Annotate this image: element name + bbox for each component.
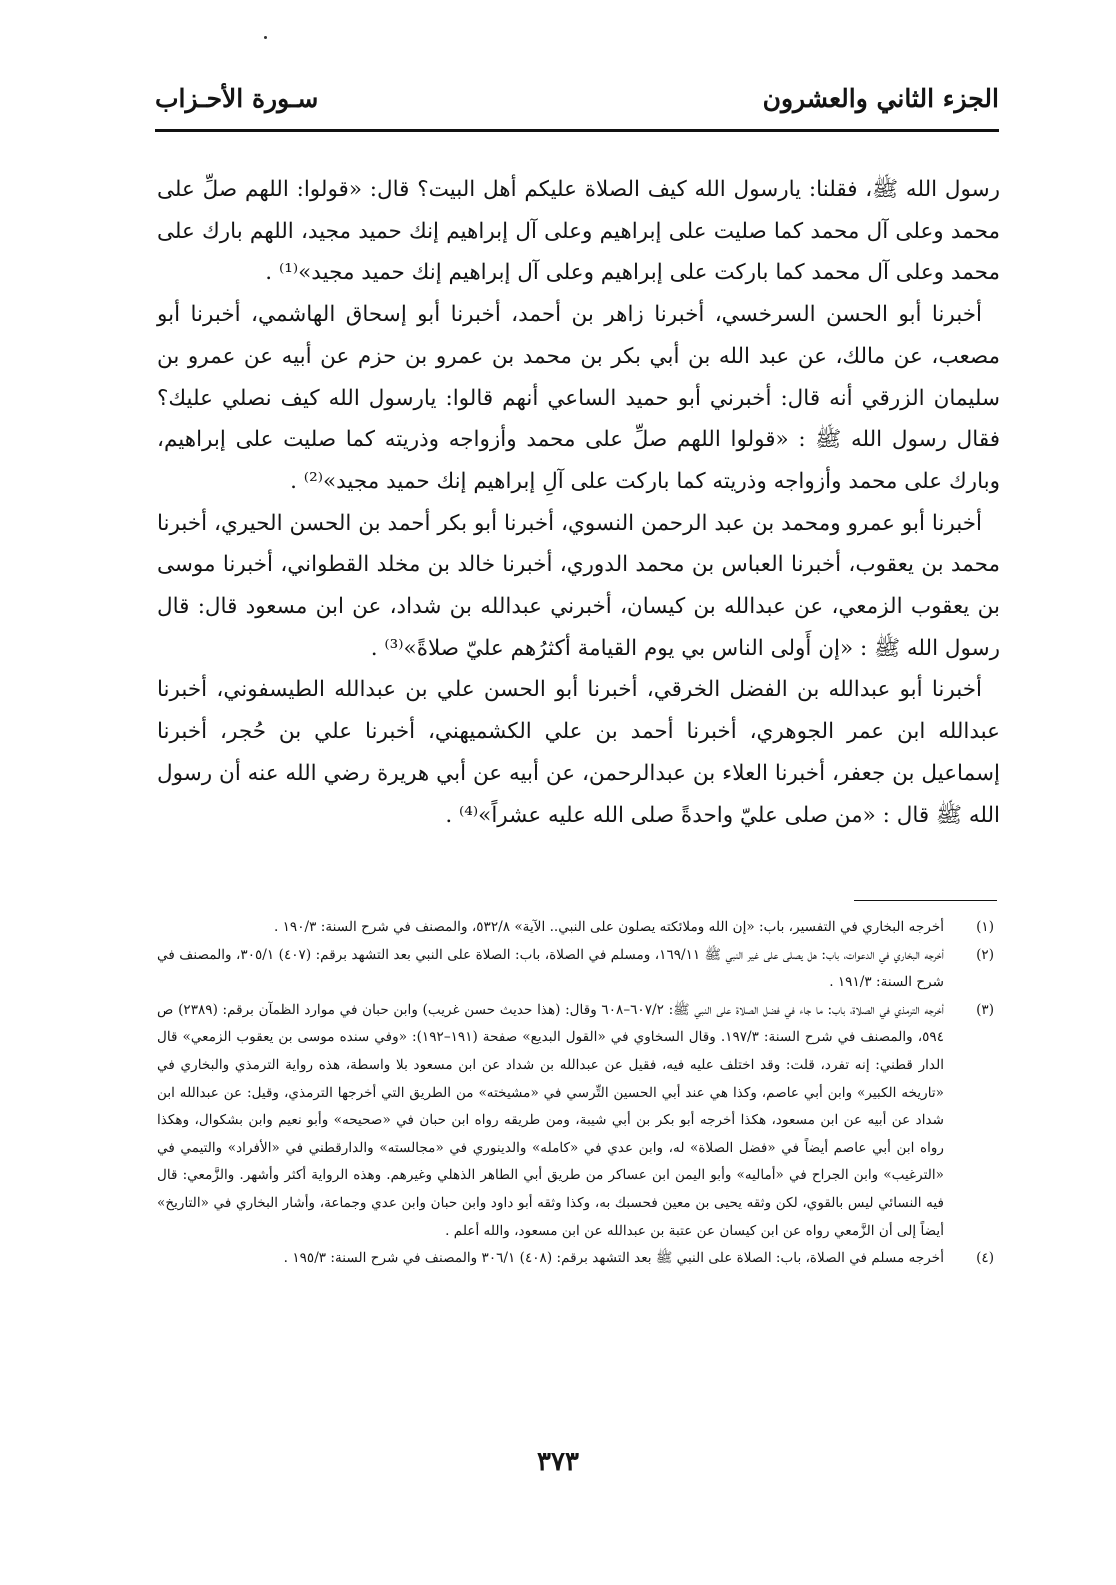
footnote-separator (854, 900, 997, 901)
footnote (157, 942, 1000, 997)
footnote-text: أخرجه الترمذي في الصلاة، باب: ما جاء في فضل الصلاة على النبي ﷺ: ٦٠٧/٢–٦٠٨ وقال: (هذا حديث حسن غريب) وابن حبان في موارد الظمآن برقم: (٢٣٨٩) ص ٥٩٤، والمصنف في شرح السنة: ١٩٧/٣. وقال السخاوي في «القول البديع» صفحة (١٩١–١٩٢): «وفي سنده موسى بن يعقوب الزمعي» قال الدار قطني: إنه تفرد، قلت: وقد اختلف عليه فيه، فقيل عن عبدالله بن شداد عن ابن مسعود بلا واسطة، هذه رواية الترمذي والبخاري في «تاريخه الكبير» وابن أبي عاصم، وكذا هي عند أبي الحسين التِّرسي في «مشيخته» من الطريق التي أخرجها الترمذي، وقيل: عن عبدالله ابن شداد عن أبيه عن ابن مسعود، هكذا أخرجه أبو بكر بن أبي شيبة، ومن طريقه رواه ابن حبان في «صحيحه» وأبو نعيم وابن بشكوال، وهكذا رواه ابن أبي عاصم أيضاً في «فضل الصلاة» له، وابن عدي في «كامله» والدينوري في «مجالسته» والدارقطني في «الأفراد» والتيمي في «الترغيب» وابن الجراح في «أماليه» وأبو اليمن ابن عساكر من طريق أبي الطاهر الذهلي وغيرهم. وهذه الرواية أكثر وأشهر. والزَّمعي: قال فيه النسائي ليس بالقوي، لكن وثقه يحيى بن معين فحسبك به، وكذا وثقه أبو داود وابن حبان وابن عدي وجماعة، وأشار البخاري في «التاريخ» أيضاً إلى أن الزَّمعي رواه عن ابن كيسان عن عتبة بن عبدالله عن ابن مسعود، والله أعلم . (157, 1001, 945, 1239)
footnote (157, 1245, 1000, 1273)
header-rule (155, 129, 999, 132)
main-text (157, 169, 1000, 836)
footnote-number: (١) (976, 919, 994, 935)
footnote (157, 997, 1000, 1245)
footnote-number: (٤) (976, 1250, 994, 1267)
paragraph: أخبرنا أبو عمرو ومحمد بن عبد الرحمن النسوي، أخبرنا أبو بكر أحمد بن الحسن الحيري، أخبرنا محمد بن يعقوب، أخبرنا العباس بن محمد الدوري، أخبرنا خالد بن مخلد القطواني، أخبرنا موسى بن يعقوب الزمعي، عن عبدالله بن كيسان، أخبرني عبدالله بن شداد، عن ابن مسعود قال: قال رسول الله ﷺ : «إن أَولى الناس بي يوم القيامة أكثرُهم عليّ صلاةً»⁽³⁾ . (157, 510, 1000, 661)
page-number: ٣٧٣ (537, 1447, 579, 1477)
volume-title: الجزء الثاني والعشرون (762, 84, 999, 113)
paragraph: أخبرنا أبو الحسن السرخسي، أخبرنا زاهر بن أحمد، أخبرنا أبو إسحاق الهاشمي، أخبرنا أبو مصعب، عن مالك، عن عبد الله بن أبي بكر بن محمد بن عمرو بن حزم عن أبيه عن عمرو بن سليمان الزرقي أنه قال: أخبرني أبو حميد الساعي أنهم قالوا: يارسول الله كيف نصلي عليك؟ فقال رسول الله ﷺ : «قولوا اللهم صلِّ على محمد وأزواجه وذريته كما صليت على إبراهيم، وبارك على محمد وأزواجه وذريته كما باركت على آلِ إبراهيم إنك حميد مجيد»⁽²⁾ . (157, 302, 1000, 494)
footnote-text: أخرجه مسلم في الصلاة، باب: الصلاة على النبي ﷺ بعد التشهد برقم: (٤٠٨) ٣٠٦/١ والمصنف في شرح السنة: ١٩٥/٣ . (283, 1250, 944, 1267)
footnote-text: أخرجه البخاري في التفسير، باب: «إن الله وملائكته يصلون على النبي.. الآية» ٥٣٢/٨، والمصنف في شرح السنة: ١٩٠/٣ . (273, 919, 944, 935)
footnote-text: أخرجه البخاري في الدعوات، باب: هل يصلى على غير النبي ﷺ ١٦٩/١١، ومسلم في الصلاة، باب: الصلاة على النبي بعد التشهد برقم: (٤٠٧) ٣٠٥/١، والمصنف في شرح السنة: ١٩١/٣ . (157, 946, 944, 991)
paragraph: أخبرنا أبو عبدالله بن الفضل الخرقي، أخبرنا أبو الحسن علي بن عبدالله الطيسفوني، أخبرنا عبدالله ابن عمر الجوهري، أخبرنا أحمد بن علي الكشميهني، أخبرنا علي بن حُجر، أخبرنا إسماعيل بن جعفر، أخبرنا العلاء بن عبدالرحمن، عن أبيه عن أبي هريرة رضي الله عنه أن رسول الله ﷺ قال : «من صلى عليّ واحدةً صلى الله عليه عشراً»⁽⁴⁾ . (157, 677, 1000, 828)
footnote (157, 914, 1000, 942)
running-header (155, 80, 999, 122)
paragraph: رسول الله ﷺ، فقلنا: يارسول الله كيف الصلاة عليكم أهل البيت؟ قال: «قولوا: اللهم صلِّ على محمد وعلى آل محمد كما صليت على إبراهيم وعلى آل إبراهيم إنك حميد مجيد، اللهم بارك على محمد وعلى آل محمد كما باركت على إبراهيم وعلى آل إبراهيم إنك حميد مجيد»⁽¹⁾ . (157, 177, 1000, 286)
footnote-number: (٣) (976, 1001, 994, 1018)
scan-speck (264, 36, 267, 39)
footnotes (157, 914, 1000, 1273)
surah-title: سـورة الأحـزاب (155, 84, 319, 113)
footnote-number: (٢) (976, 946, 994, 963)
